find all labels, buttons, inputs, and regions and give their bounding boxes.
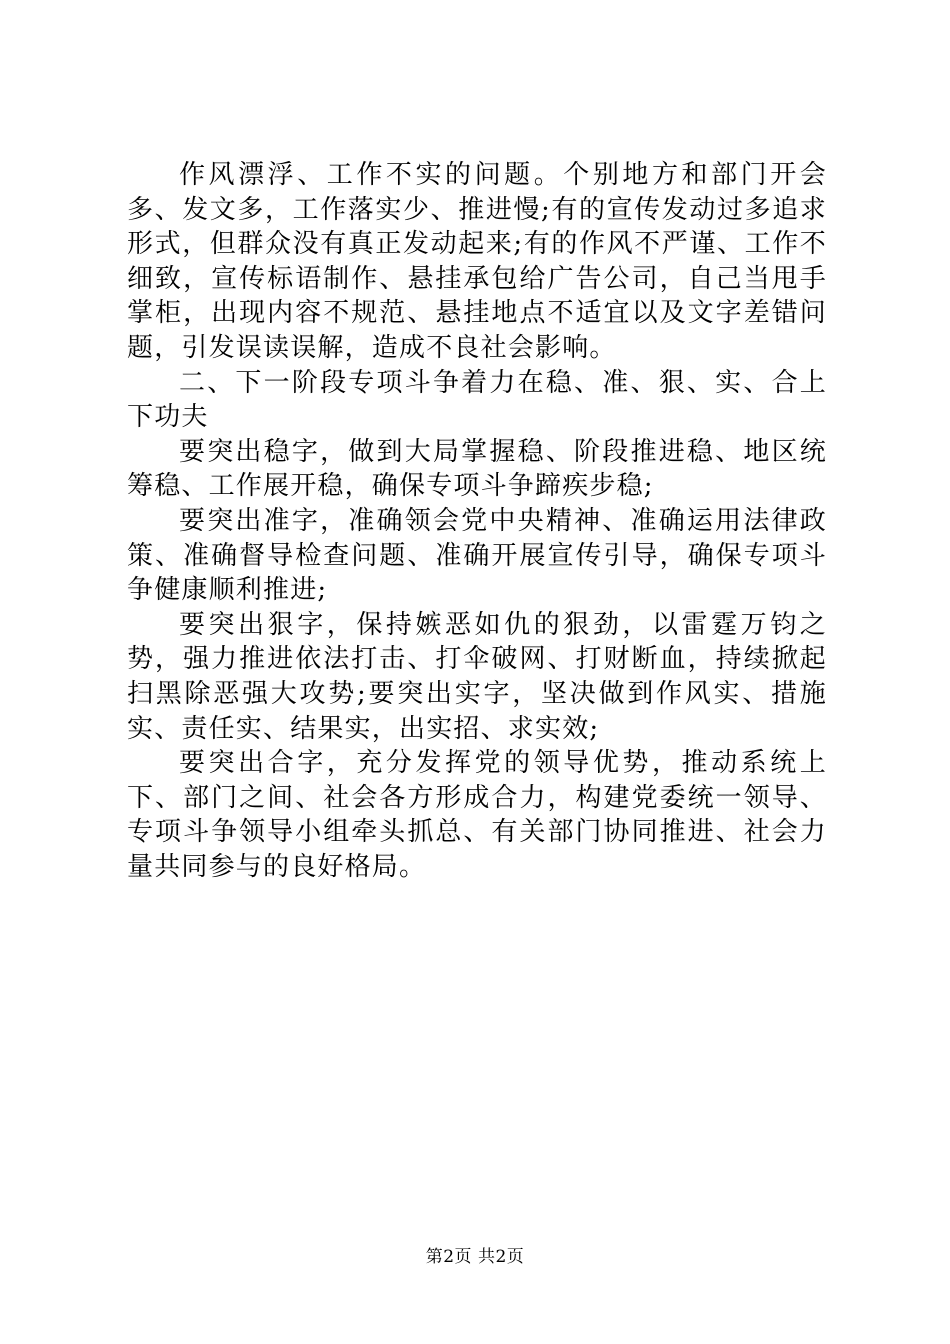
paragraph-cooperation: 要突出合字，充分发挥党的领导优势，推动系统上下、部门之间、社会各方形成合力，构建党委统一领导、专项斗争领导小组牵头抓总、有关部门协同推进、社会力量共同参与的良好格局。 — [127, 748, 827, 882]
page-number-footer: 第2页 共2页 — [425, 1247, 525, 1267]
paragraph-work-style-issues: 作风漂浮、工作不实的问题。个别地方和部门开会多、发文多，工作落实少、推进慢;有的宣传发动过多追求形式，但群众没有真正发动起来;有的作风不严谨、工作不细致，宣传标语制作、悬挂承包给广告公司，自己当甩手掌柜，出现内容不规范、悬挂地点不适宜以及文字差错问题，引发误读误解，造成不良社会影响。 — [127, 160, 827, 363]
document-body — [127, 158, 827, 884]
section-heading-next-stage: 二、下一阶段专项斗争着力在稳、准、狠、实、合上下功夫 — [127, 367, 827, 433]
paragraph-toughness-and-practicality: 要突出狠字，保持嫉恶如仇的狠劲，以雷霆万钧之势，强力推进依法打击、打伞破网、打财断血，持续掀起扫黑除恶强大攻势;要突出实字，坚决做到作风实、措施实、责任实、结果实，出实招、求实效; — [127, 609, 827, 744]
paragraph-accuracy: 要突出准字，准确领会党中央精神、准确运用法律政策、准确督导检查问题、准确开展宣传引导，确保专项斗争健康顺利推进; — [127, 505, 827, 606]
paragraph-stability: 要突出稳字，做到大局掌握稳、阶段推进稳、地区统筹稳、工作展开稳，确保专项斗争蹄疾步稳; — [127, 436, 827, 502]
